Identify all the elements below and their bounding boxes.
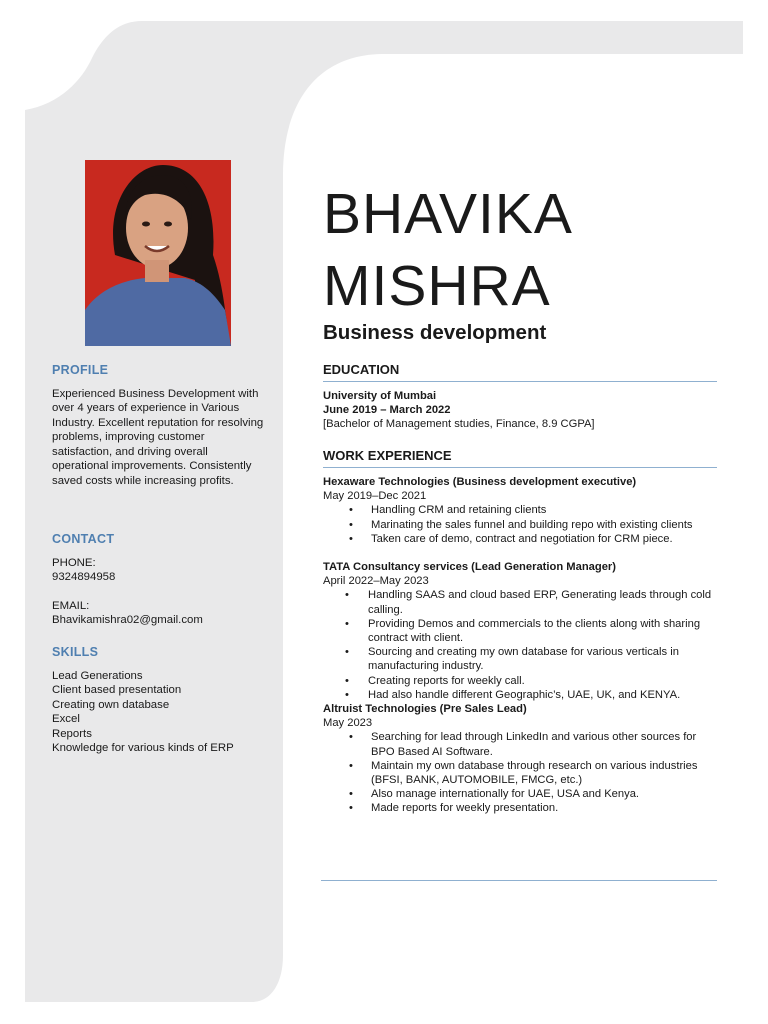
job-bullet: • Taken care of demo, contract and negotiation for CRM piece. <box>323 532 719 546</box>
name-line-2: MISHRA <box>323 254 551 318</box>
job-bullet: • Also manage internationally for UAE, USA and Kenya. <box>323 787 719 801</box>
contact-heading: CONTACT <box>52 532 115 546</box>
education-heading: EDUCATION <box>323 362 717 382</box>
work-list <box>323 475 719 816</box>
skill-item: Excel <box>52 713 80 725</box>
education-dates: June 2019 – March 2022 <box>323 404 451 417</box>
job-bullets <box>323 503 719 546</box>
email-value: Bhavikamishra02@gmail.com <box>52 614 203 626</box>
job-title: Altruist Technologies (Pre Sales Lead) <box>323 703 527 716</box>
job-bullet: • Marinating the sales funnel and building repo with existing clients <box>323 518 719 532</box>
job-bullet: • Handling CRM and retaining clients <box>323 503 719 517</box>
job-bullet: • Creating reports for weekly call. <box>323 674 719 688</box>
skills-heading: SKILLS <box>52 645 99 659</box>
job-bullets <box>323 588 719 702</box>
job-bullet: • Had also handle different Geographic’s, UAE, UK, and KENYA. <box>323 688 719 702</box>
skills-list <box>52 669 267 756</box>
job-bullet: • Sourcing and creating my own database for various verticals in manufacturing industry. <box>323 645 719 673</box>
skill-item: Knowledge for various kinds of ERP <box>52 742 234 754</box>
job-bullets <box>323 730 719 815</box>
email-label: EMAIL: <box>52 599 90 612</box>
job-dates: May 2019–Dec 2021 <box>323 490 427 503</box>
work-heading: WORK EXPERIENCE <box>323 448 717 468</box>
skill-item: Client based presentation <box>52 684 182 696</box>
phone-value: 9324894958 <box>52 571 116 583</box>
contact-section <box>52 532 267 628</box>
job-bullet: • Handling SAAS and cloud based ERP, Generating leads through cold calling. <box>323 588 719 616</box>
degree: [Bachelor of Management studies, Finance, 8.9 CGPA] <box>323 418 595 431</box>
phone-label: PHONE: <box>52 556 96 569</box>
job-title: TATA Consultancy services (Lead Generation Manager) <box>323 561 617 574</box>
job-entry <box>323 560 719 702</box>
job-subtitle: Business development <box>323 321 547 344</box>
job-dates: May 2023 <box>323 717 373 730</box>
candidate-name <box>323 178 573 322</box>
school-name: University of Mumbai <box>323 390 437 402</box>
job-bullet: • Searching for lead through LinkedIn and various other sources for BPO Based AI Software. <box>323 730 719 758</box>
skill-item: Creating own database <box>52 698 170 711</box>
job-bullet: • Providing Demos and commercials to the clients along with sharing contract with client. <box>323 617 719 645</box>
profile-heading: PROFILE <box>52 363 109 377</box>
name-line-1: BHAVIKA <box>323 182 573 246</box>
education-entry <box>323 389 595 432</box>
skill-item: Lead Generations <box>52 669 143 682</box>
skill-item: Reports <box>52 727 92 740</box>
job-entry <box>323 702 719 816</box>
bottom-divider <box>321 880 717 881</box>
job-bullet: • Maintain my own database through research on various industries (BFSI, BANK, AUTOMOBILE, FMCG, etc.) <box>323 759 719 787</box>
job-bullet: • Made reports for weekly presentation. <box>323 801 719 815</box>
job-entry <box>323 475 719 546</box>
skills-section <box>52 645 267 756</box>
profile-text: Experienced Business Development with over 4 years of experience in Various Industry. Excellent reputation for resolving problems, improving customer satisfaction, and driving overall operational improvements. Consistently saved costs while increasing profits. <box>52 387 264 487</box>
profile-photo <box>85 160 231 346</box>
profile-section <box>52 363 267 488</box>
job-title: Hexaware Technologies (Business development executive) <box>323 476 637 488</box>
job-dates: April 2022–May 2023 <box>323 575 429 588</box>
